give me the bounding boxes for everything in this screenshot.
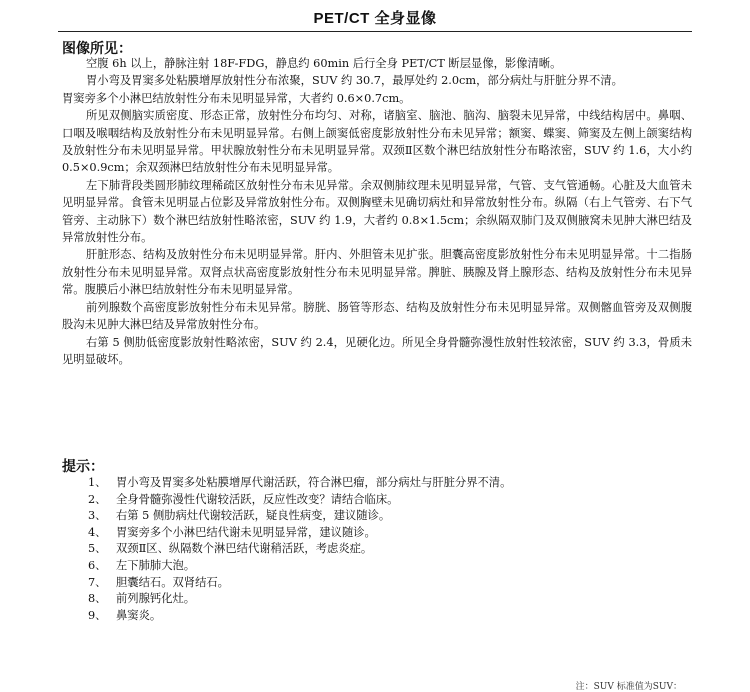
hint-item — [88, 541, 668, 558]
findings-body — [62, 55, 692, 368]
footer-note-partial: 注：SUV 标准值为SUV： — [575, 682, 682, 692]
hint-text: 胆囊结石。双肾结石。 — [116, 575, 229, 589]
hint-item — [88, 575, 668, 592]
hints-heading: 提示： — [62, 458, 104, 474]
hint-text: 双颈Ⅱ区、纵隔数个淋巴结代谢稍活跃，考虑炎症。 — [116, 542, 373, 556]
hint-number: 3、 — [88, 509, 107, 523]
hint-text: 前列腺钙化灶。 — [116, 592, 196, 606]
hint-number: 8、 — [88, 592, 107, 606]
hint-text: 胃小弯及胃窦多处粘膜增厚代谢活跃，符合淋巴瘤，部分病灶与肝脏分界不清。 — [116, 476, 512, 489]
findings-paragraph: 肝脏形态、结构及放射性分布未见明显异常。肝内、外胆管未见扩张。胆囊高密度影放射性分布未见明显异常。十二指肠放射性分布未见明显异常。双肾点状高密度影放射性分布未见明显异常。脾脏、胰腺及肾上腺形态、结构及放射性分布未见异常。腹膜后小淋巴结放射性分布未见明显异常。 — [62, 248, 692, 297]
findings-paragraph: 空腹 6h 以上，静脉注射 18F-FDG，静息约 60min 后行全身 PET/CT 断层显像，影像清晰。 — [86, 57, 562, 70]
hint-item — [88, 492, 668, 509]
hint-item — [88, 608, 668, 625]
hint-number: 7、 — [88, 575, 107, 589]
hint-item — [88, 558, 668, 575]
hint-item — [88, 508, 668, 525]
hint-item — [88, 475, 668, 492]
hint-item — [88, 591, 668, 608]
hint-number: 4、 — [88, 525, 107, 539]
hint-number: 5、 — [88, 542, 107, 556]
findings-paragraph: 左下肺背段类圆形肺纹理稀疏区放射性分布未见异常。余双侧肺纹理未见明显异常，气管、支气管通畅。心脏及大血管未见明显异常。食管未见明显占位影及异常放射性分布。双侧胸壁未见确切病灶和异常放射性分布。纵隔（右上气管旁、右下气管旁、主动脉下）数个淋巴结放射性略浓密，SUV 约 1.9，大者约 0.8×1.5cm；余纵隔双肺门及双侧腋窝未见肿大淋巴结及异常放射性分布。 — [62, 178, 692, 245]
hint-text: 右第 5 侧肋病灶代谢较活跃，疑良性病变，建议随诊。 — [116, 509, 391, 523]
hint-text: 左下肺肺大泡。 — [116, 558, 196, 572]
findings-paragraph: 右第 5 侧肋低密度影放射性略浓密，SUV 约 2.4，见硬化边。所见全身骨髓弥漫性放射性较浓密，SUV 约 3.3，骨质未见明显破坏。 — [62, 335, 692, 366]
hint-number: 1、 — [88, 476, 107, 489]
hints-list — [88, 475, 668, 624]
hint-number: 6、 — [88, 558, 107, 572]
findings-paragraph: 前列腺数个高密度影放射性分布未见异常。膀胱、肠管等形态、结构及放射性分布未见明显异常。双侧髂血管旁及双侧腹股沟未见肿大淋巴结及异常放射性分布。 — [62, 300, 692, 332]
hint-text: 全身骨髓弥漫性代谢较活跃，反应性改变？请结合临床。 — [116, 492, 399, 506]
findings-paragraph: 所见双侧脑实质密度、形态正常，放射性分布均匀、对称，诸脑室、脑池、脑沟、脑裂未见异常，中线结构居中。鼻咽、口咽及喉咽结构及放射性分布未见明显异常。右侧上颌窦低密度影放射性分布未见异常；额窦、蝶窦、筛窦及左侧上颌窦结构及放射性分布未见明显异常。甲状腺放射性分布未见明显异常。双颈Ⅱ区数个淋巴结放射性分布略浓密，SUV 约 1.6，大小约 0.5×0.9cm；余双颈淋巴结放射性分布未见明显异常。 — [62, 109, 692, 175]
hint-text: 胃窦旁多个小淋巴结代谢未见明显异常，建议随诊。 — [116, 525, 376, 539]
hint-text: 鼻窦炎。 — [116, 608, 162, 622]
report-title: PET/CT 全身显像 — [313, 10, 437, 27]
findings-paragraph: 胃窦旁多个小淋巴结放射性分布未见明显异常，大者约 0.6×0.7cm。 — [62, 91, 411, 105]
findings-heading: 图像所见： — [62, 40, 132, 56]
findings-paragraph: 胃小弯及胃窦多处粘膜增厚放射性分布浓聚，SUV 约 30.7，最厚处约 2.0cm，部分病灶与肝脏分界不清。 — [86, 74, 623, 88]
hint-number: 2、 — [88, 492, 107, 506]
title-divider — [58, 31, 692, 32]
hint-number: 9、 — [88, 608, 107, 622]
hint-item — [88, 525, 668, 542]
